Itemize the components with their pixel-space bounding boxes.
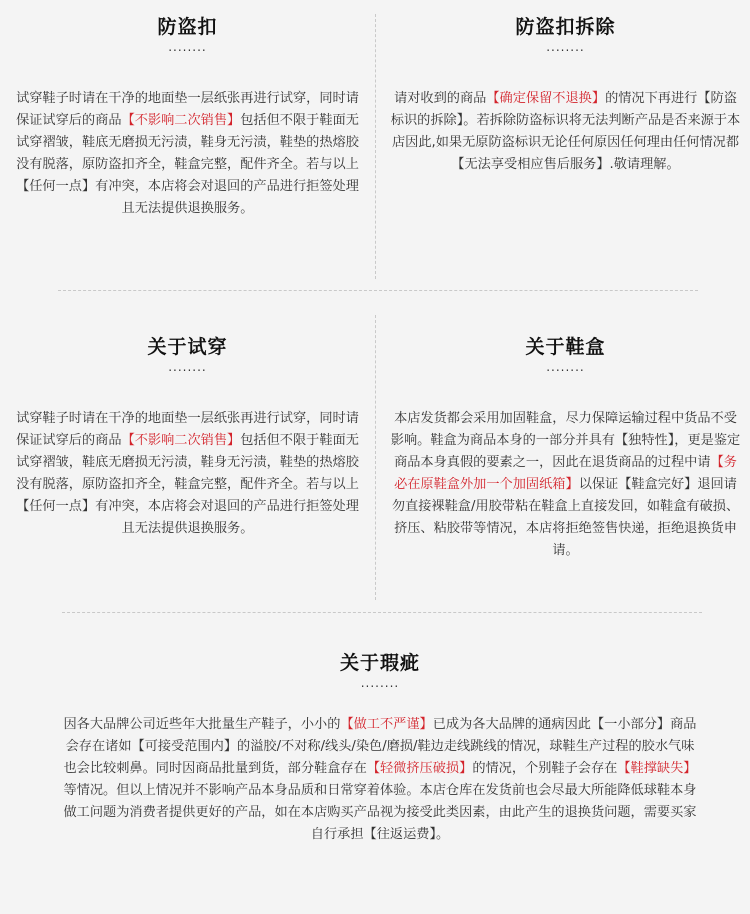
section-body [10,408,365,540]
title-dots: ........ [168,40,207,54]
body-text: 本店发货都会采用加固鞋盒，尽力保障运输过程中货品不受影响。鞋盒为商品本身的一部分并具有【独特性】，更是鉴定商品本身真假的要素之一，因此在退货商品的过程中请 [390,411,741,470]
title-dots: ........ [546,40,585,54]
body-text: 包括但不限于鞋面无试穿褶皱，鞋底无磨损无污渍，鞋身无污渍，鞋垫的热熔胶没有脱落，原防盗扣齐全，鞋盒完整，配件齐全。若与以上【任何一点】有冲突，本店将会对退回的产品进行拒签处理且无法提供退换服务。 [16,113,359,216]
body-text: 的情况下再进行【防盗标识的拆除】。若拆除防盗标识将无法判断产品是否来源于本店因此,如果无原防盗标识无论任何原因任何理由任何情况都【无法享受相应售后服务】.敬请理解。 [390,91,741,172]
section-anti-theft [10,14,365,220]
section-body [60,714,700,846]
body-text: 等情况。但以上情况并不影响产品本身品质和日常穿着体验。本店仓库在发货前也会尽最大所能降低球鞋本身做工问题为消费者提供更好的产品，如在本店购买产品视为接受此类因素，由此产生的退换货问题，需要买家自行承担【往返运费】。 [63,783,697,842]
title-dots: ........ [360,676,400,690]
title-dots: ........ [546,360,585,374]
body-text: 请对收到的商品 [394,91,487,106]
body-text: 试穿鞋子时请在干净的地面垫一层纸张再进行试穿，同时请保证试穿后的商品 [16,411,359,448]
highlight-text: 【轻微挤压破损】 [366,761,473,776]
highlight-text: 【务必在原鞋盒外加一个加固纸箱】 [394,455,737,492]
horizontal-divider-2 [62,612,702,613]
highlight-text: 【鞋撑缺失】 [617,761,697,776]
section-body [388,88,743,176]
section-anti-theft-removal [388,14,743,176]
highlight-text: 【做工不严谨】 [340,717,433,732]
highlight-text: 【不影响二次销售】 [121,113,241,128]
body-text: 因各大品牌公司近些年大批量生产鞋子，小小的 [63,717,341,732]
body-text: 的情况，个别鞋子会存在 [472,761,618,776]
section-title: 防盗扣拆除 [515,16,616,38]
title-dots: ........ [168,360,207,374]
horizontal-divider-1 [58,290,698,291]
body-text: 已成为各大品牌的通病因此【一小部分】商品会存在诸如【可接受范围内】的溢胶/不对称/线头/染色/磨损/鞋边走线跳线的情况，球鞋生产过程的胶水气味也会比较刺鼻。同时因商品批量到货，部分鞋盒存在 [63,717,697,776]
vertical-divider-top [375,14,376,279]
body-text: 以保证【鞋盒完好】退回请勿直接裸鞋盒/用胶带粘在鞋盒上直接发回，如鞋盒有破损、挤压、粘胶带等情况，本店将拒绝签售快递，拒绝退换货申请。 [391,477,740,558]
section-title: 关于鞋盒 [525,336,606,358]
section-body [10,88,365,220]
section-shoe-box [388,334,743,562]
vertical-divider-middle [375,315,376,600]
body-text: 试穿鞋子时请在干净的地面垫一层纸张再进行试穿，同时请保证试穿后的商品 [16,91,359,128]
section-title: 防盗扣 [157,16,218,38]
body-text: 包括但不限于鞋面无试穿褶皱，鞋底无磨损无污渍，鞋身无污渍，鞋垫的热熔胶没有脱落，原防盗扣齐全，鞋盒完整，配件齐全。若与以上【任何一点】有冲突，本店将会对退回的产品进行拒签处理且无法提供退换服务。 [16,433,359,536]
section-body [388,408,743,562]
section-try-on [10,334,365,540]
highlight-text: 【不影响二次销售】 [121,433,241,448]
highlight-text: 【确定保留不退换】 [486,91,606,106]
section-flaws [60,650,700,846]
section-title: 关于试穿 [147,336,228,358]
section-title: 关于瑕疵 [339,652,420,674]
